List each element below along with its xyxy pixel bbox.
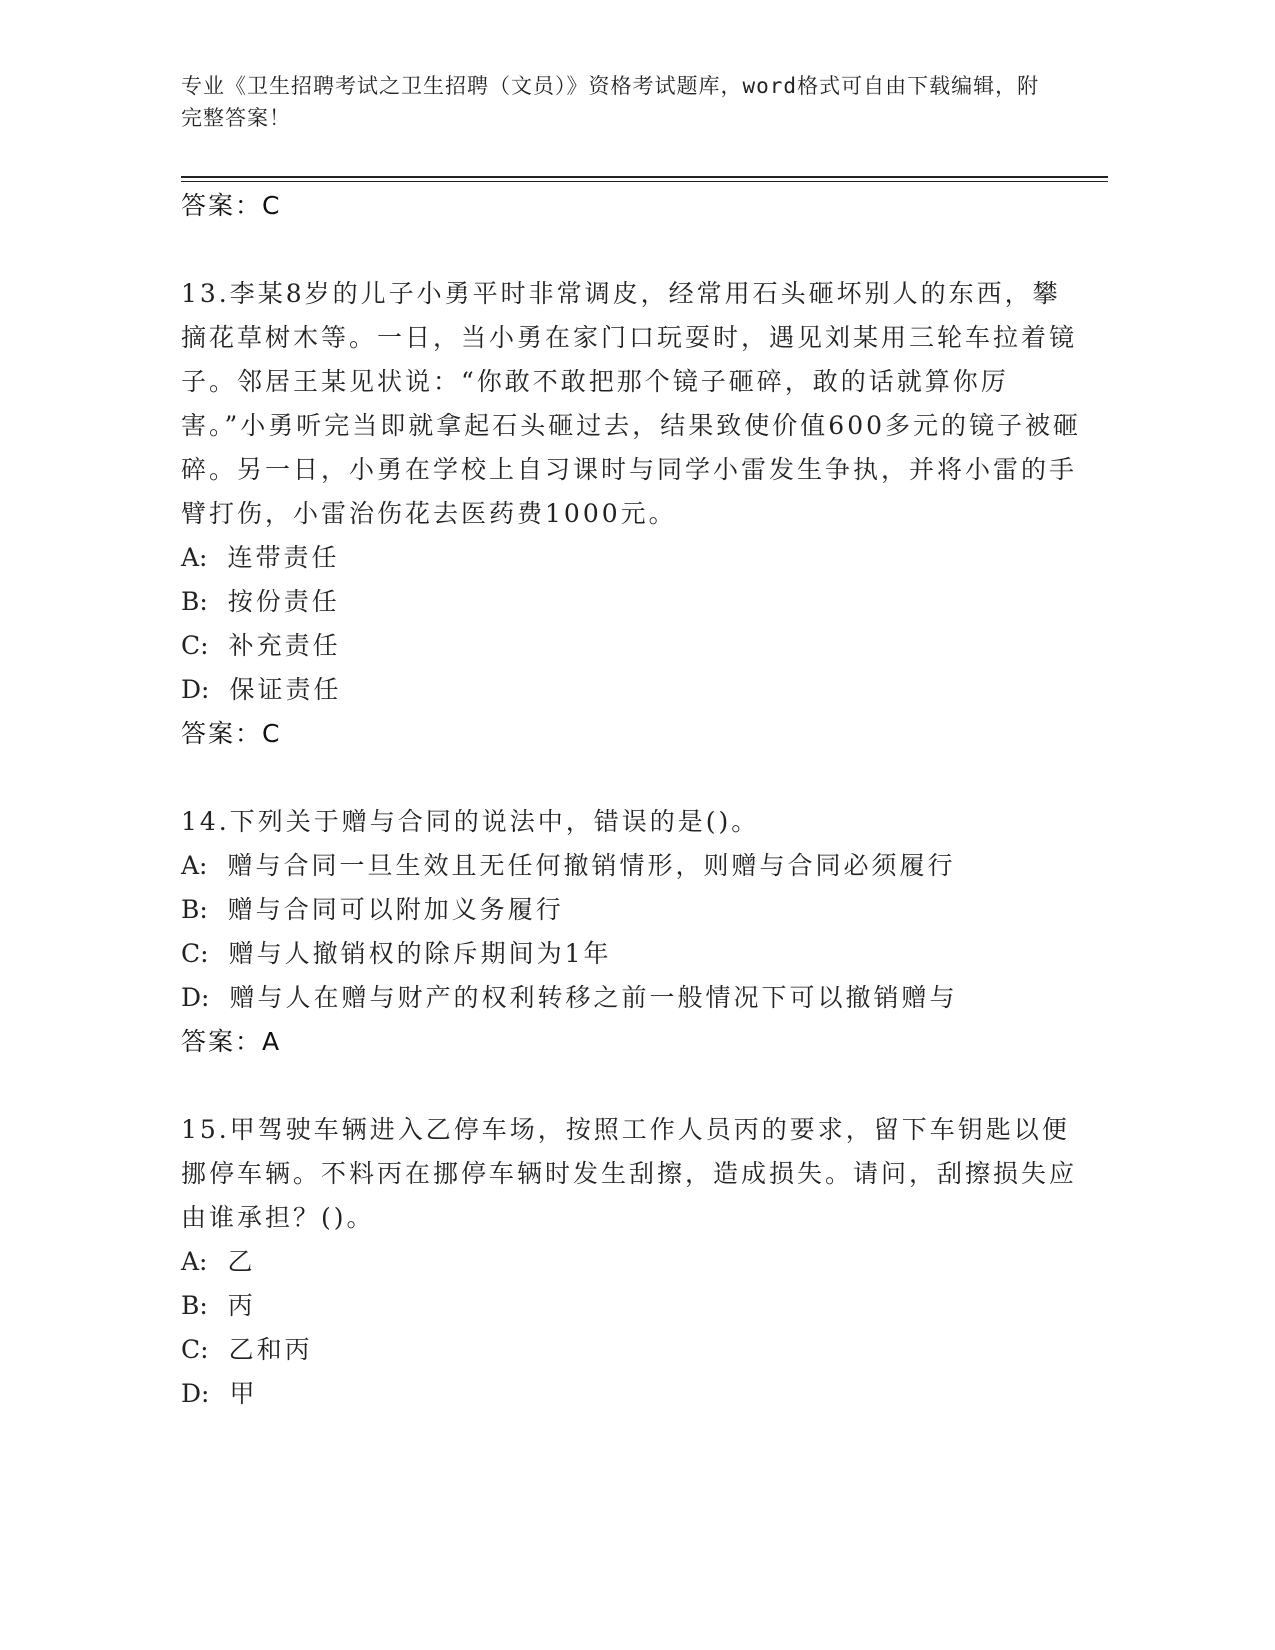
option-key: A:	[181, 851, 208, 880]
question-block-15	[181, 1108, 1081, 1416]
option-key: B:	[181, 587, 208, 616]
header-divider-thin	[181, 181, 1108, 182]
option-a	[181, 844, 1081, 888]
option-key: D:	[181, 983, 210, 1012]
option-b	[181, 1284, 1081, 1328]
option-text: 乙和丙	[228, 1335, 313, 1364]
spacer	[181, 756, 1081, 800]
answer-line: 答案：C	[181, 191, 282, 220]
option-b	[181, 888, 1081, 932]
question-block-13	[181, 272, 1081, 756]
option-key: D:	[181, 675, 210, 704]
option-text: 丙	[227, 1291, 256, 1320]
answer-line: 答案：A	[181, 1027, 282, 1056]
answer-line: 答案：C	[181, 719, 282, 748]
option-text: 赠与合同可以附加义务履行	[227, 895, 564, 924]
option-key: A:	[181, 1247, 208, 1276]
option-text: 保证责任	[229, 675, 342, 704]
option-text: 按份责任	[227, 587, 340, 616]
option-text: 乙	[227, 1247, 256, 1276]
spacer	[181, 228, 1081, 272]
option-c	[181, 932, 1081, 976]
option-text: 补充责任	[228, 631, 341, 660]
option-text: 甲	[229, 1379, 258, 1408]
option-text: 连带责任	[227, 543, 340, 572]
option-d	[181, 1372, 1081, 1416]
spacer	[181, 1064, 1081, 1108]
option-key: D:	[181, 1379, 210, 1408]
option-key: B:	[181, 1291, 208, 1320]
option-a	[181, 1240, 1081, 1284]
question-text: 14.下列关于赠与合同的说法中，错误的是()。	[181, 807, 760, 836]
question-list	[181, 184, 1081, 1416]
question-text: 15.甲驾驶车辆进入乙停车场，按照工作人员丙的要求，留下车钥匙以便挪停车辆。不料丙在挪停车辆时发生刮擦，造成损失。请问，刮擦损失应由谁承担？()。	[181, 1115, 1078, 1232]
question-text: 13.李某8岁的儿子小勇平时非常调皮，经常用石头砸坏别人的东西，攀摘花草树木等。一日，当小勇在家门口玩耍时，遇见刘某用三轮车拉着镜子。邻居王某见状说：“你敢不敢把那个镜子砸碎，敢的话就算你厉害。”小勇听完当即就拿起石头砸过去，结果致使价值600多元的镜子被砸碎。另一日，小勇在学校上自习课时与同学小雷发生争执，并将小雷的手臂打伤，小雷治伤花去医药费1000元。	[181, 279, 1082, 528]
option-key: C:	[181, 631, 209, 660]
question-block-14	[181, 800, 1081, 1064]
option-c	[181, 624, 1081, 668]
header-divider-thick	[181, 176, 1108, 178]
option-key: B:	[181, 895, 208, 924]
option-key: A:	[181, 543, 208, 572]
option-key: C:	[181, 939, 209, 968]
option-d	[181, 976, 1081, 1020]
option-text: 赠与人撤销权的除斥期间为1年	[228, 939, 612, 968]
option-d	[181, 668, 1081, 712]
option-text: 赠与人在赠与财产的权利转移之前一般情况下可以撤销赠与	[229, 983, 958, 1012]
option-text: 赠与合同一旦生效且无任何撤销情形，则赠与合同必须履行	[227, 851, 956, 880]
option-b	[181, 580, 1081, 624]
option-a	[181, 536, 1081, 580]
option-c	[181, 1328, 1081, 1372]
option-key: C:	[181, 1335, 209, 1364]
document-header: 专业《卫生招聘考试之卫生招聘（文员）》资格考试题库，word格式可自由下载编辑，附完整答案！	[181, 74, 1040, 130]
